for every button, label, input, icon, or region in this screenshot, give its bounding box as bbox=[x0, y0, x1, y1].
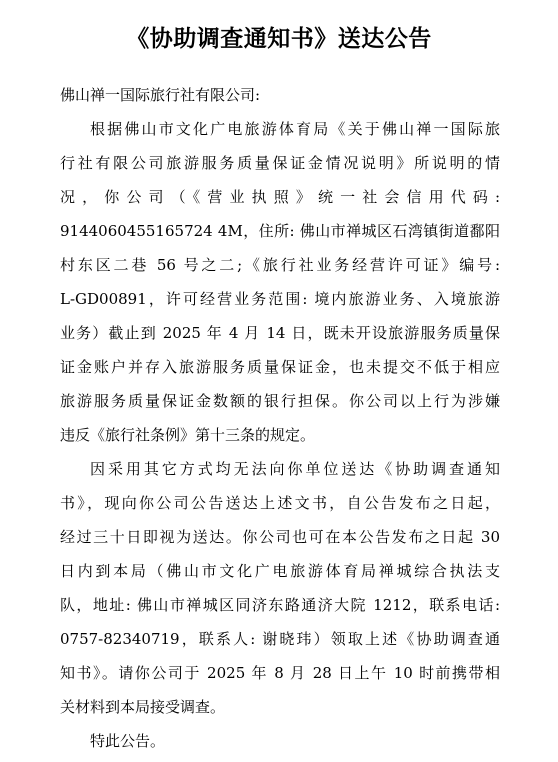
paragraph-1-line: L-GD00891，许可经营业务范围: 境内旅游业务、入境旅游 bbox=[60, 290, 500, 308]
paragraph-1-line: 况，你公司（《营业执照》统一社会信用代码: bbox=[60, 188, 500, 206]
paragraph-2-line: 关材料到本局接受调查。 bbox=[60, 698, 226, 716]
paragraph-1-line: 根据佛山市文化广电旅游体育局《关于佛山禅一国际旅 bbox=[90, 120, 500, 138]
paragraph-1-line: 业务）截止到 2025 年 4 月 14 日，既未开设旅游服务质量保 bbox=[60, 324, 500, 342]
paragraph-1-line: 旅游服务质量保证金数额的银行担保。你公司以上行为涉嫌 bbox=[60, 392, 500, 410]
paragraph-2-line: 因采用其它方式均无法向你单位送达《协助调查通知 bbox=[90, 460, 500, 478]
paragraph-2-line: 日内到本局（佛山市文化广电旅游体育局禅城综合执法支 bbox=[60, 562, 500, 580]
paragraph-2 bbox=[60, 452, 500, 724]
salutation: 佛山禅一国际旅行社有限公司: bbox=[60, 86, 261, 104]
paragraph-1-line: 9144060455165724 4M，住所: 佛山市禅城区石湾镇街道鄱阳 bbox=[60, 222, 500, 240]
paragraph-1-line: 违反《旅行社条例》第十三条的规定。 bbox=[60, 426, 316, 444]
paragraph-1 bbox=[60, 112, 500, 452]
paragraph-2-line: 书》，现向你公司公告送达上述文书，自公告发布之日起， bbox=[60, 494, 500, 512]
closing-statement: 特此公告。 bbox=[90, 732, 166, 750]
paragraph-1-line: 行社有限公司旅游服务质量保证金情况说明》所说明的情 bbox=[60, 154, 500, 172]
paragraph-1-line: 证金账户并存入旅游服务质量保证金，也未提交不低于相应 bbox=[60, 358, 500, 376]
paragraph-2-line: 知书》。请你公司于 2025 年 8 月 28 日上午 10 时前携带相 bbox=[60, 664, 500, 682]
paragraph-2-line: 0757-82340719，联系人: 谢晓玮）领取上述《协助调查通 bbox=[60, 630, 500, 648]
paragraph-1-line: 村东区二巷 56 号之二;《旅行社业务经营许可证》编号: bbox=[60, 256, 500, 274]
notice-body bbox=[60, 78, 500, 758]
paragraph-2-line: 队，地址: 佛山市禅城区同济东路通济大院 1212，联系电话: bbox=[60, 596, 500, 614]
notice-title: 《协助调查通知书》送达公告 bbox=[126, 25, 432, 52]
paragraph-2-line: 经过三十日即视为送达。你公司也可在本公告发布之日起 30 bbox=[60, 528, 500, 546]
